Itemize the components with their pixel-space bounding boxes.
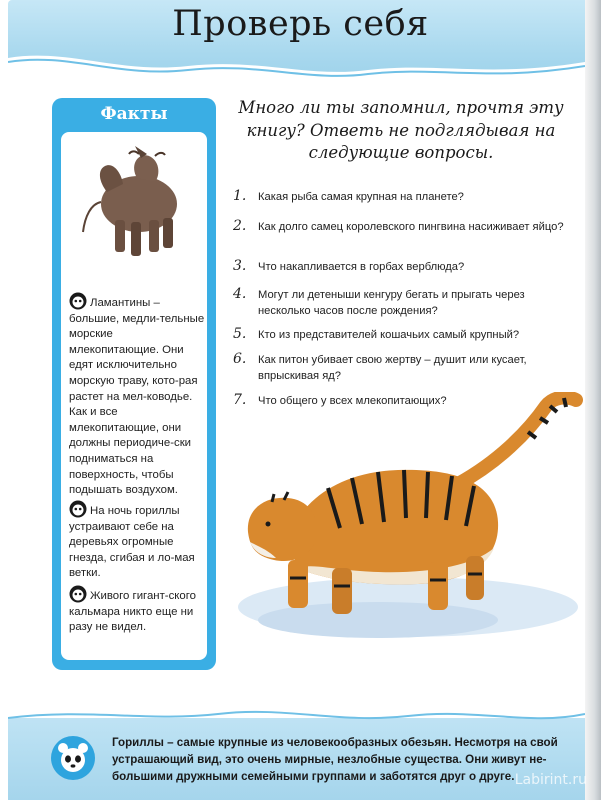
question-text: Как долго самец королевского пингвина насиживает яйцо? [258,221,564,233]
question-number: 7. [233,392,247,408]
question-text: Что накапливается в горбах верблюда? [258,261,465,273]
question-number: 6. [233,351,247,367]
page-title: Проверь себя [172,4,429,44]
watermark: Labirint.ru [514,772,587,788]
question-number: 5. [233,326,247,342]
question-text: Кто из представителей кошачьих самый крупный? [258,329,520,341]
panda-icon [51,736,95,780]
question-text: Что общего у всех млекопитающих? [258,395,447,407]
header-wave [8,48,585,82]
tiger-illustration [228,392,596,644]
panda-icon [69,585,87,603]
question-text: Могут ли детеныши кенгуру бегать и прыгать через несколько часов после рождения? [258,289,525,317]
bottom-fact-text: Гориллы – самые крупные из человекообразных обезьян. Несмотря на свой устрашающий вид, это очень мирные, незлобные существа. Они живут не-большими дружными семейными группами и заботятся друг о друге. [112,736,558,783]
rhino-illustration [77,142,195,262]
panda-badge [51,736,95,780]
question-text: Как питон убивает свою жертву – душит или кусает, впрыскивая яд? [258,354,527,382]
question-number: 4. [233,286,247,302]
facts-title: Факты [100,104,168,124]
question-number: 1. [233,188,247,204]
fact-item: На ночь гориллы устраивают себе на деревьях огромные гнезда, сгибая и ло-мая ветки. [69,500,205,582]
panda-icon [69,292,87,310]
facts-panel [52,98,216,670]
question-number: 2. [233,218,247,234]
question-number: 3. [233,258,247,274]
bottom-wave [8,700,585,730]
fact-item: Живого гигант-ского кальмара никто еще ни разу не видел. [69,585,205,636]
fact-item: Ламантины – большие, медли-тельные морские млекопитающие. Они едят исключительно морскую траву, кото-рая растет на мел-ководье. Как и все млекопитающие, они должны периодиче-ски подниматься на поверхность, чтобы подышать воздухом. [69,292,205,499]
panda-icon [69,500,87,518]
question-text: Какая рыба самая крупная на планете? [258,191,464,203]
quiz-intro: Много ли ты запомнил, прочтя эту книгу? Ответь не подглядывая на следующие вопросы. [238,98,564,162]
facts-body [61,132,207,660]
